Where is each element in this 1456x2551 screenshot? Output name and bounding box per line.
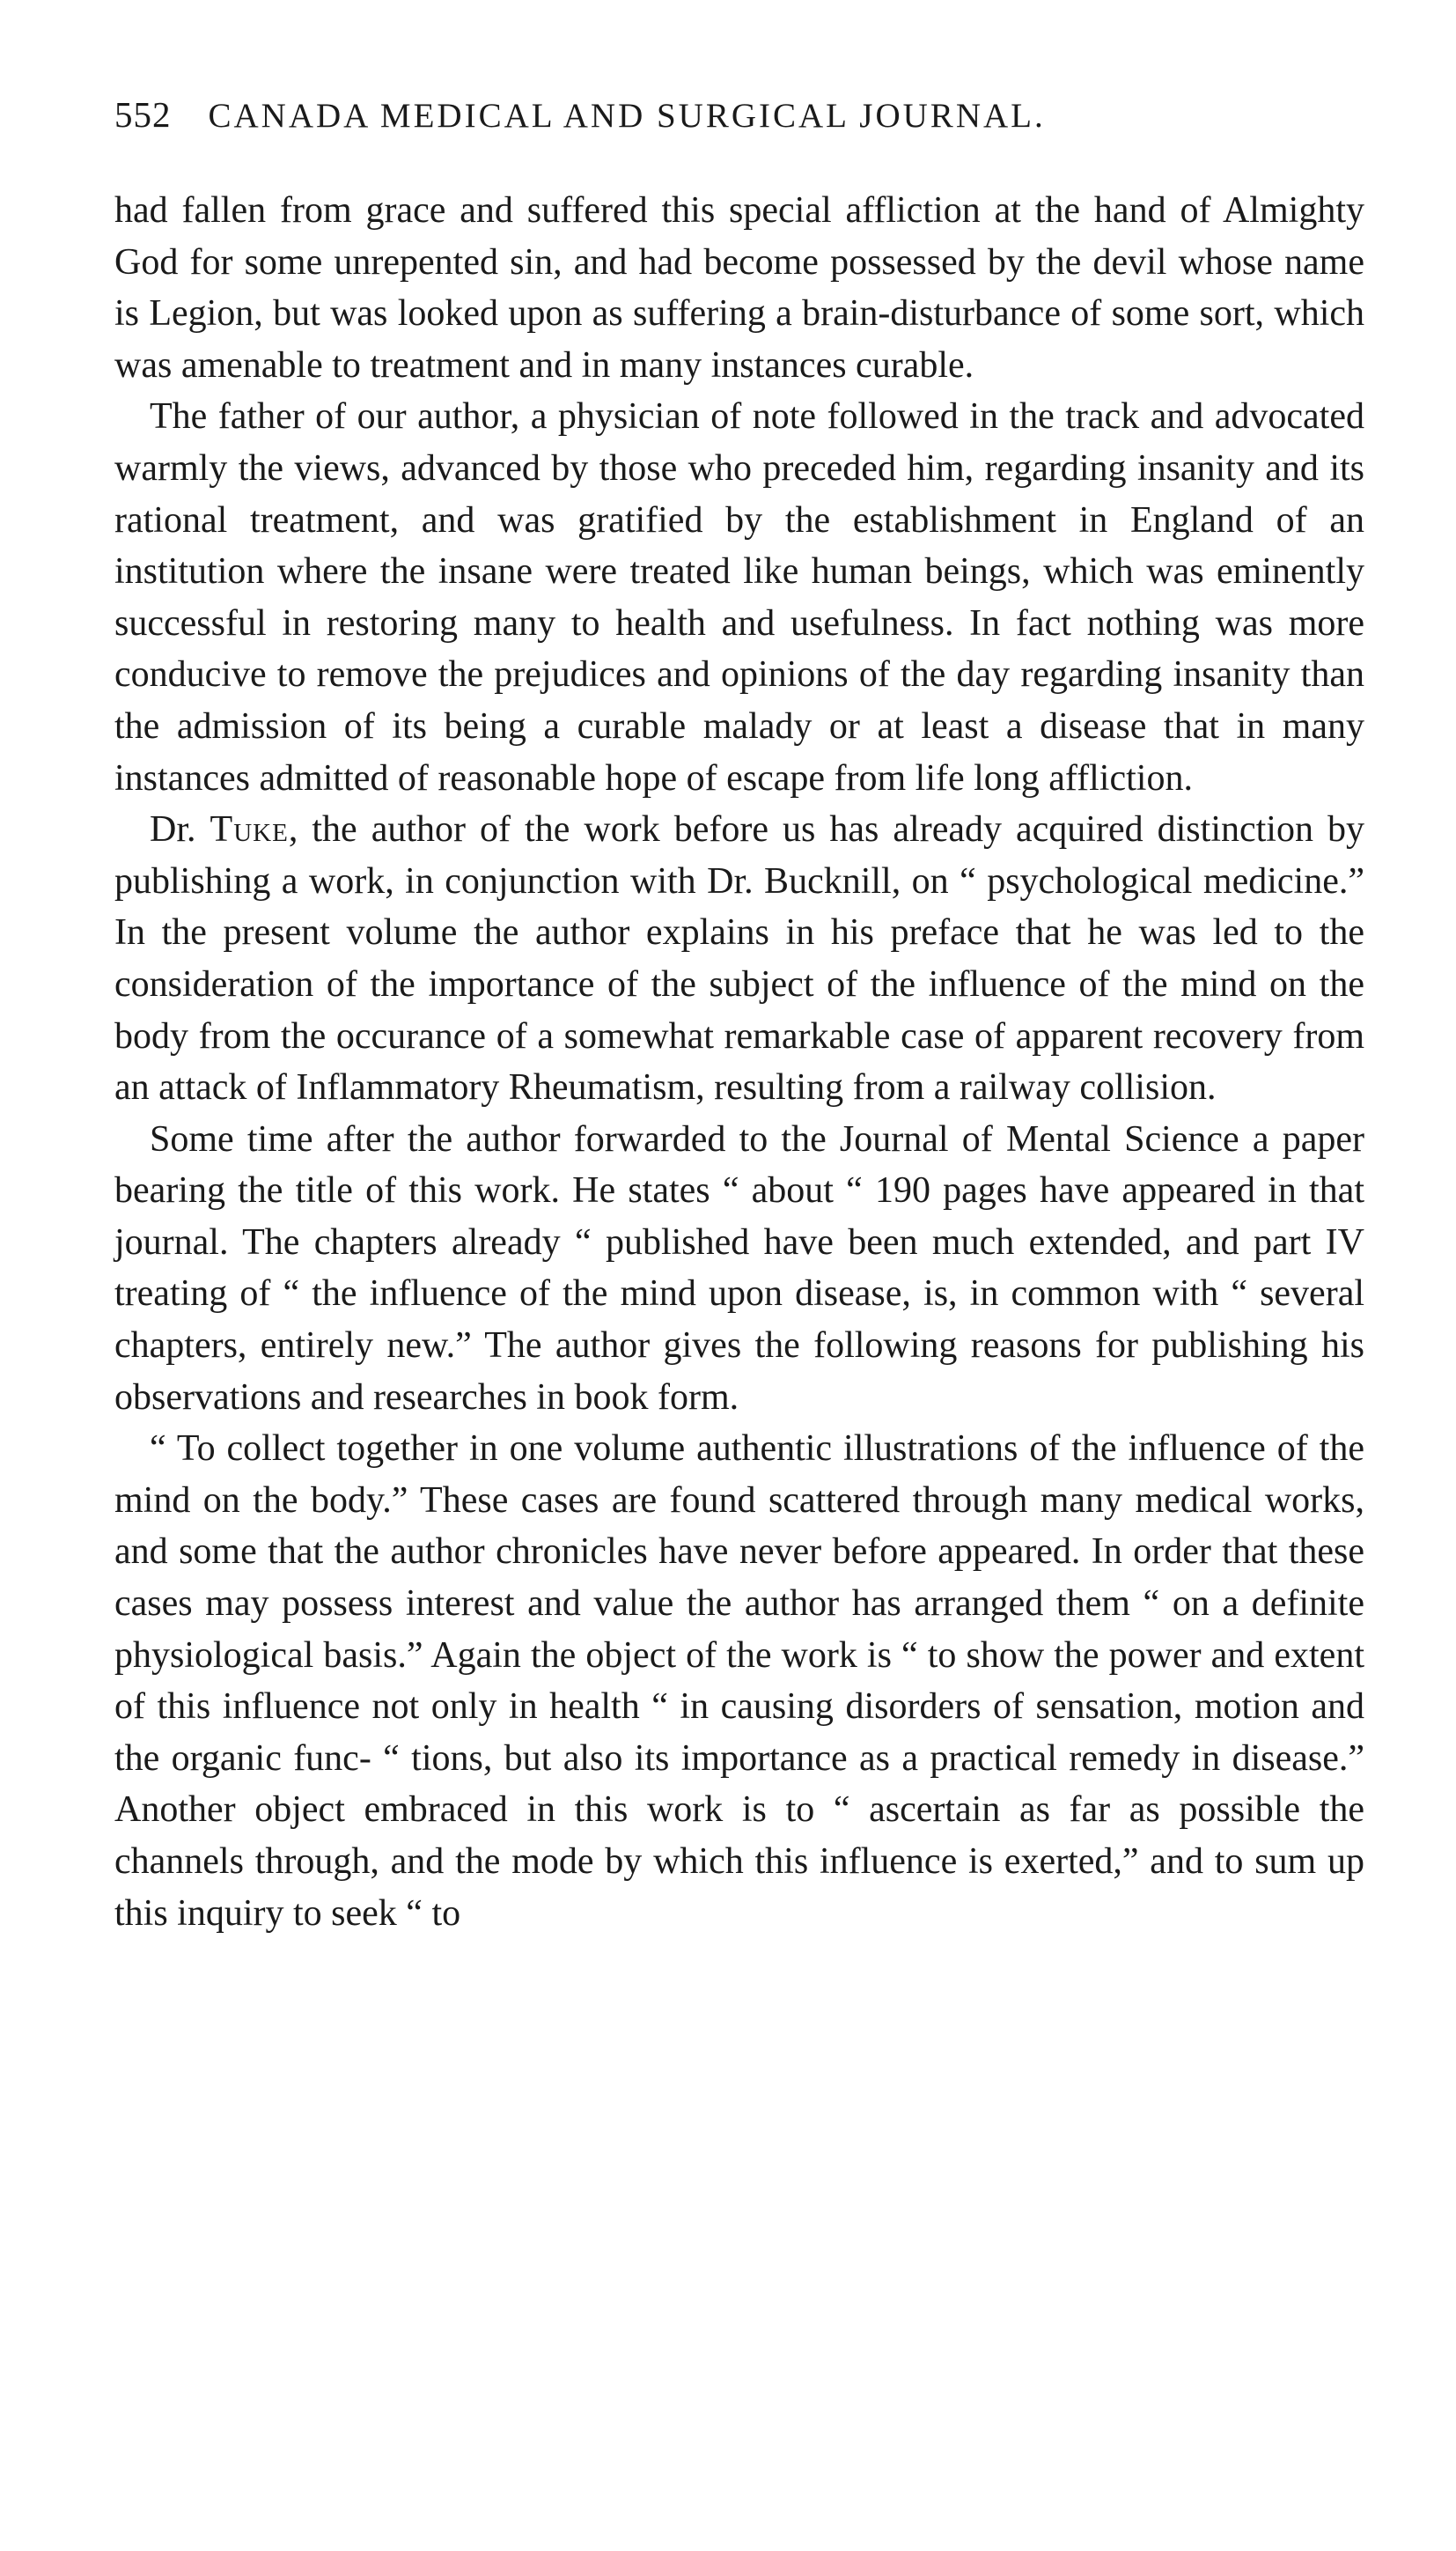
paragraph-1: had fallen from grace and suffered this special affliction at the hand of Almighty God for some unrepented sin, and had become possessed by the devil whose name is Legion, but was looked upon as suffering a brain-disturbance of some sort, which was amenable to treatment and in many instances curable. bbox=[114, 190, 1364, 386]
paragraph-3-body: , the author of the work before us has already acquired distinction by publishing a work, in conjunction with Dr. Bucknill, on “ psychological medicine.” In the present volume the author explains in his preface that he was led to the consideration of the importance of the subject of the influence of the mind on the body from the occurance of a somewhat remarkable case of apparent recovery from an attack of Inflammatory Rheumatism, resulting from a railway collision. bbox=[114, 809, 1365, 1109]
paragraph-3-lead: Dr. bbox=[150, 809, 210, 851]
journal-page bbox=[114, 88, 1364, 1939]
author-name-tuke: Tuke bbox=[210, 809, 289, 851]
page-number: 552 bbox=[114, 94, 172, 135]
paragraph-3 bbox=[114, 804, 1364, 1114]
paragraph-5: “ To collect together in one volume authentic illustrations of the influence of the mind on the body.” These cases are found scattered through many medical works, and some that the author chronicles have never before appeared. In order that these cases may possess interest and value the author has arranged them “ on a definite physiological basis.” Again the object of the work is “ to show the power and extent of this influence not only in health “ in causing disorders of sensation, motion and the organic func- “ tions, but also its importance as a practical remedy in disease.” Another object embraced in this work is to “ ascertain as far as possible the channels through, and the mode by which this influence is exerted,” and to sum up this inquiry to seek “ to bbox=[114, 1428, 1364, 1934]
article-body bbox=[114, 185, 1364, 1939]
paragraph-4: Some time after the author forwarded to the Journal of Mental Science a paper bearing the title of this work. He states “ about “ 190 pages have appeared in that journal. The chapters already “ published have been much extended, and part IV treating of “ the influence of the mind upon disease, is, in common with “ several chapters, entirely new.” The author gives the following reasons for publishing his observations and researches in book form. bbox=[114, 1118, 1364, 1418]
paragraph-2: The father of our author, a physician of note followed in the track and advocated warmly the views, advanced by those who preceded him, regarding insanity and its rational treatment, and was gratified by the establishment in England of an institution where the insane were treated like human beings, which was eminently successful in restoring many to health and usefulness. In fact nothing was more conducive to remove the prejudices and opinions of the day regarding insanity than the admission of its being a curable malady or at least a disease that in many instances admitted of reasonable hope of escape from life long affliction. bbox=[114, 396, 1364, 799]
journal-title: CANADA MEDICAL AND SURGICAL JOURNAL. bbox=[208, 97, 1046, 135]
running-head bbox=[114, 88, 1364, 185]
